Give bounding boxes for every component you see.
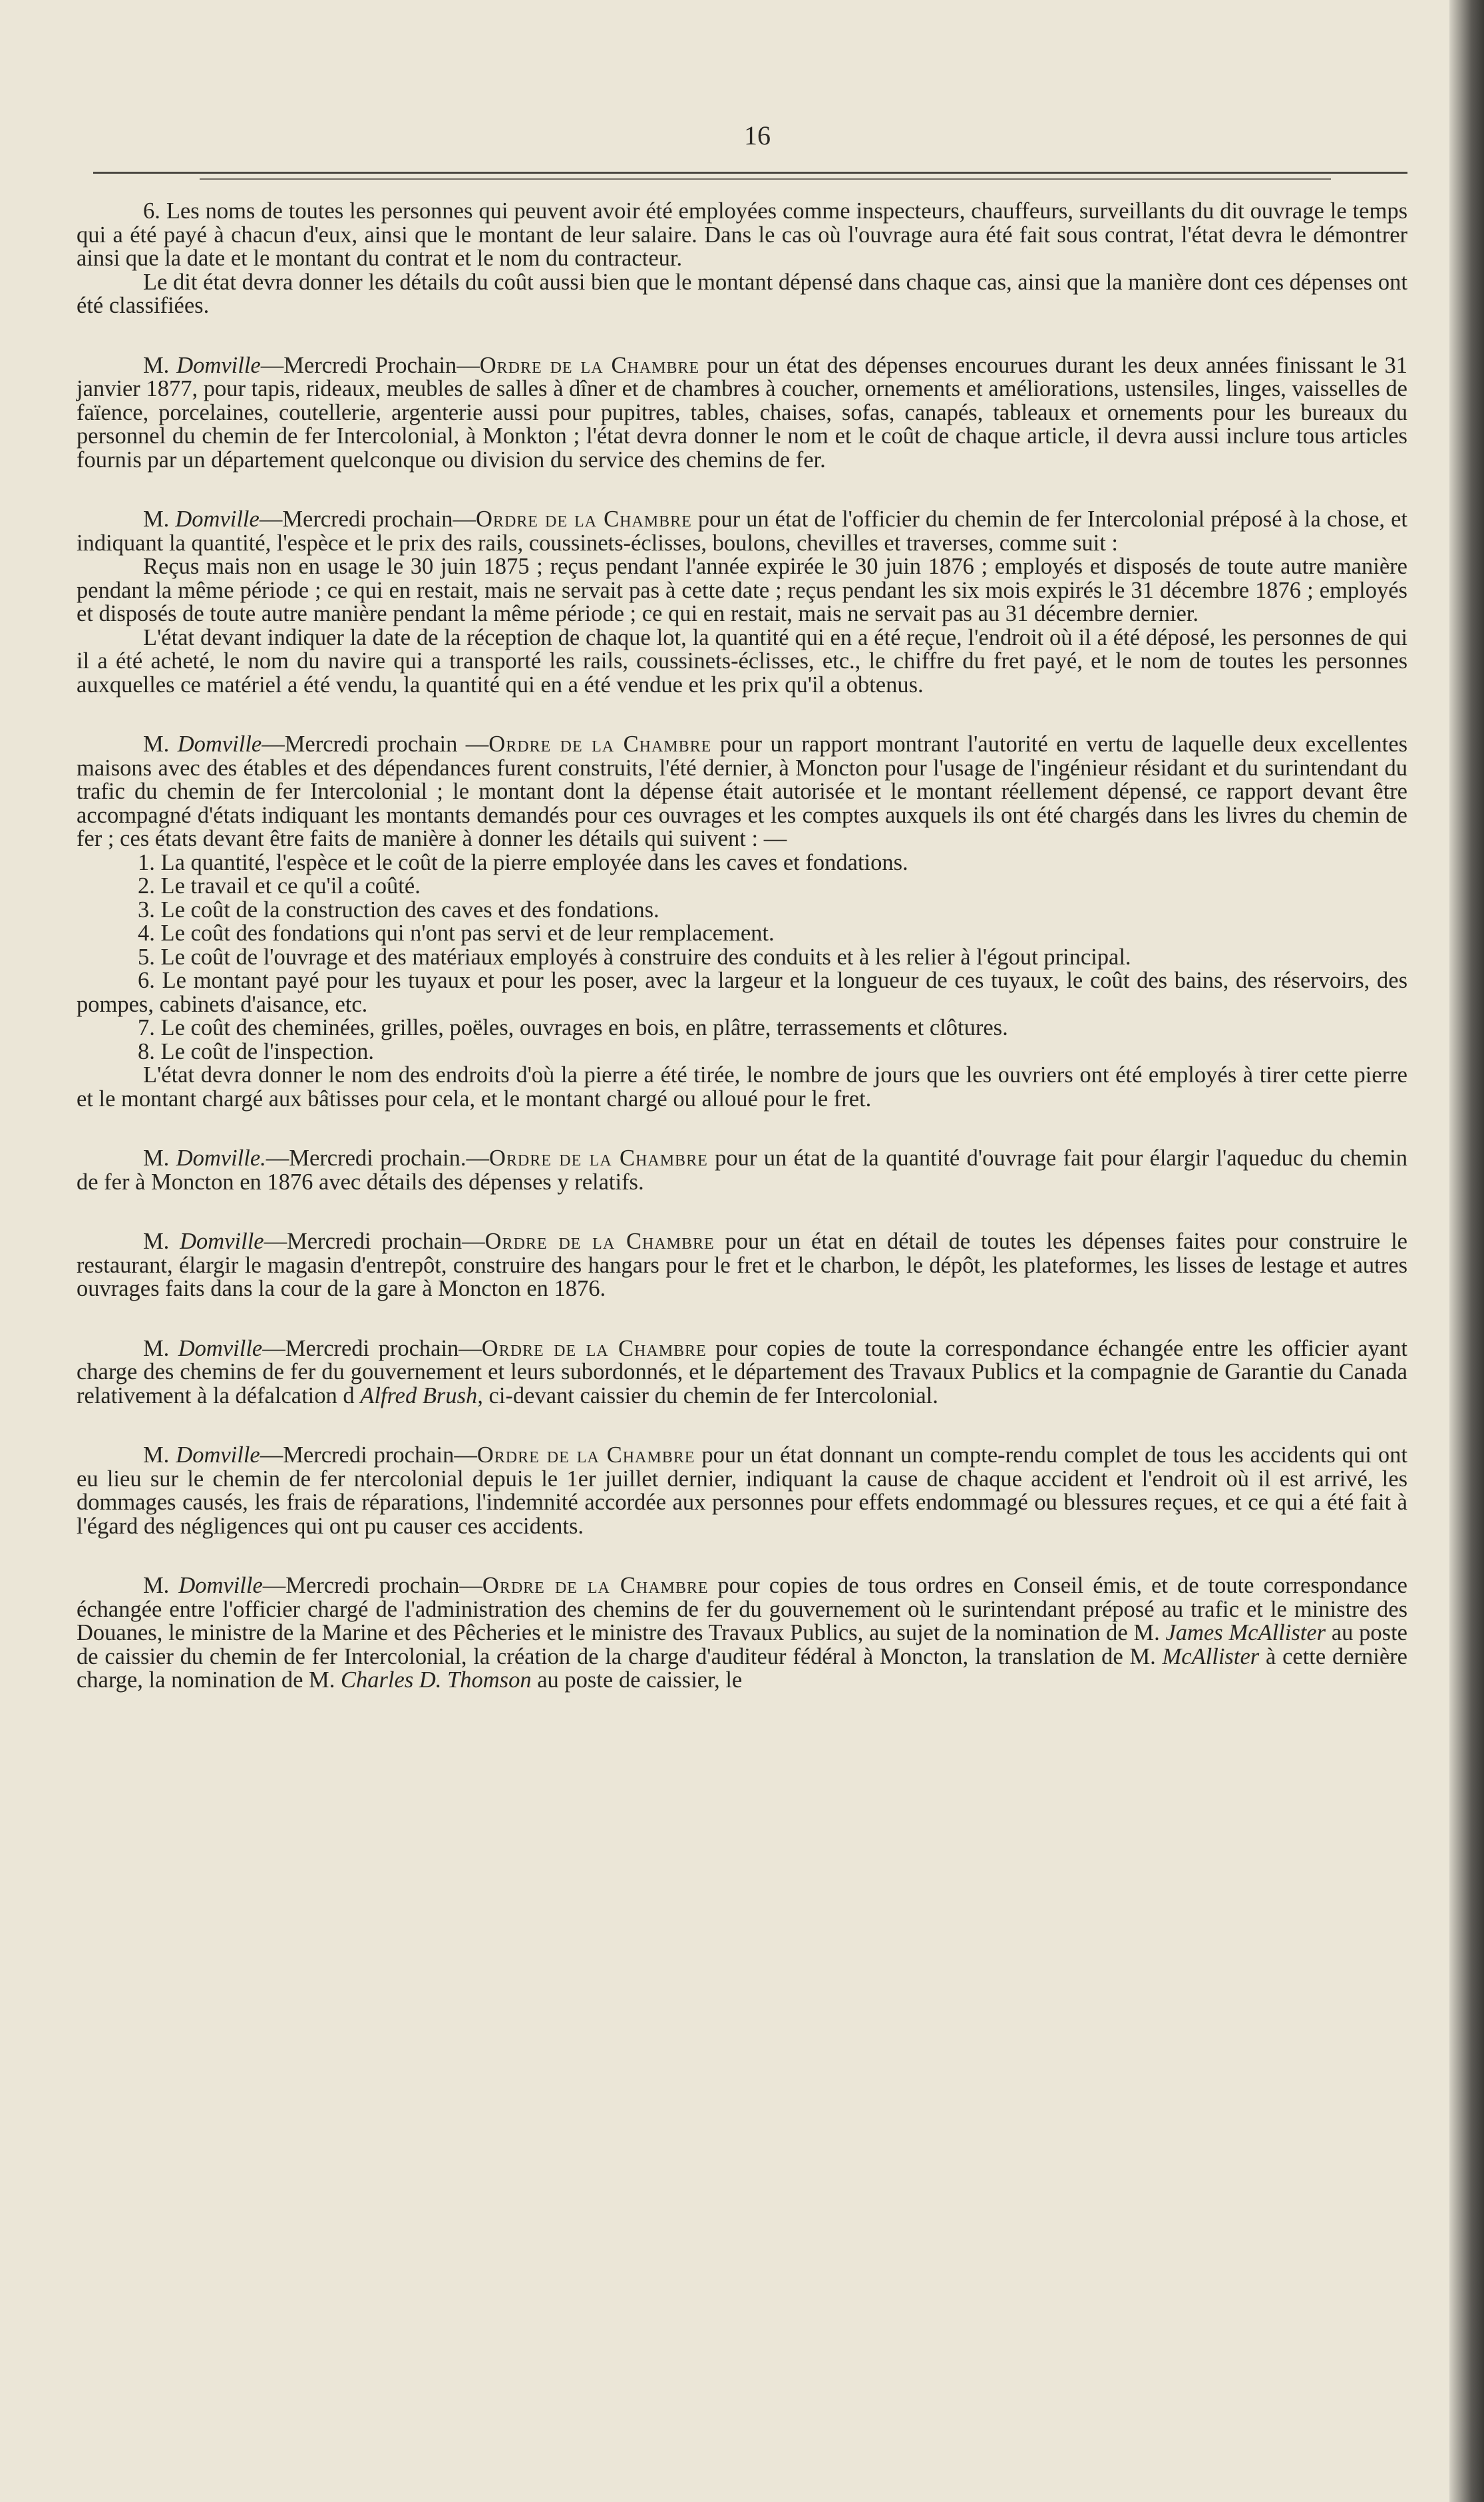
motion-text: pour un rapport montrant l'autorité en vertu de laquelle deux excellentes maisons avec des étables et des dépendances furent construits, l'été dernier, à Moncton pour l'usage de l'ingénieur résidant et du surintendant du trafic du chemin de fer Intercolonial ; le montant dont la dépense était autorisée et le montant réellement dépensé, ce rapport devant être accompagné d'états indiquant les montants demandés pour ces ouvrages et les comptes auxquels ils ont été chargés dans les livres du chemin de fer ; ces états devant être faits de manière à donner les détails qui suivent : — <box>77 731 1407 851</box>
motion-text: pour un état de l'officier du chemin de fer Intercolonial préposé à la chose, et indiquant la quantité, l'espèce et le prix des rails, coussinets-éclisses, boulons, chevilles et traverses, comme suit : <box>77 507 1407 556</box>
motion-text: à cette dernière charge, la nomination de M. <box>77 1643 1407 1693</box>
motion-paragraph <box>77 1337 1407 1408</box>
motion-text: ci-devant caissier du chemin de fer Intercolonial. <box>482 1382 938 1408</box>
motion-day: —Mercredi prochain— <box>262 1335 482 1361</box>
motion-day: —Mercredi prochain.— <box>266 1146 489 1171</box>
motion-entry <box>77 1147 1407 1194</box>
person-name: McAllister <box>1162 1643 1260 1669</box>
motion-prefix: M. <box>143 1442 176 1468</box>
member-name: Domville <box>176 352 261 378</box>
motion-prefix: M. <box>143 352 177 378</box>
order-label: Ordre de la Chambre <box>479 352 700 378</box>
motion-day: —Mercredi Prochain— <box>260 352 480 378</box>
order-label: Ordre de la Chambre <box>482 1573 709 1598</box>
motion-entry <box>77 1337 1407 1408</box>
order-label: Ordre de la Chambre <box>476 507 692 532</box>
motion-entry <box>77 508 1407 697</box>
order-label: Ordre de la Chambre <box>476 1442 695 1468</box>
motion-day: —Mercredi prochain— <box>259 507 476 532</box>
page-body <box>77 200 1407 1729</box>
page-number: 16 <box>744 120 771 150</box>
paragraph: 6. Les noms de toutes les personnes qui peuvent avoir été employées comme inspecteurs, chauffeurs, surveillants du dit ouvrage le temps qui a été payé à chacun d'eux, ainsi que le montant de leur salaire. Dans le cas où l'ouvrage aura été fait sous contrat, l'état devra le démontrer ainsi que la date et le montant du contrat et le nom du contracteur. <box>77 198 1407 271</box>
motion-prefix: M. <box>143 1573 179 1598</box>
motion-text: pour un état donnant un compte-rendu complet de tous les accidents qui ont eu lieu sur le chemin de fer ntercolonial depuis le 1er juillet dernier, indiquant la cause de chaque accident et l'endroit où il est arrivé, les dommages causés, les frais de réparations, l'indemnité accordée aux personnes pour effets endommagé ou blessures reçues, et ce qui a été fait à l'égard des négligences qui ont pu causer ces accidents. <box>77 1442 1407 1539</box>
motion-text: pour un état de la quantité d'ouvrage fait pour élargir l'aqueduc du chemin de fer à Moncton en 1876 avec détails des dépenses y relatifs. <box>77 1146 1407 1195</box>
motion-paragraph <box>77 1230 1407 1301</box>
member-name: Domville. <box>176 1146 266 1171</box>
motion-prefix: M. <box>143 731 178 757</box>
motion-entry <box>77 354 1407 473</box>
member-name: Domville <box>176 1442 260 1468</box>
person-name: James McAllister <box>1165 1620 1326 1645</box>
motion-text: au poste de caissier, le <box>531 1667 743 1693</box>
list-item: 1. La quantité, l'espèce et le coût de la pierre employée dans les caves et fondations. <box>138 849 908 875</box>
paragraph: L'état devra donner le nom des endroits d'où la pierre a été tirée, le nombre de jours que les ouvriers ont été employés à tirer cette pierre et le montant chargé aux bâtisses pour cela, et le montant chargé ou alloué pour le fret. <box>77 1062 1407 1112</box>
motion-text: pour copies de tous ordres en Conseil émis, et de toute correspondance échangée entre l'officier chargé de l'administration des chemins de fer du gouvernement où le surintendant préposé au trafic et le ministre des Douanes, le ministre de la Marine et des Pêcheries et le ministre des Travaux Publics, au sujet de la nomination de M. <box>77 1573 1407 1645</box>
person-name: Charles D. Thomson <box>340 1667 532 1693</box>
motion-paragraph <box>77 1147 1407 1194</box>
motion-entry <box>77 1444 1407 1538</box>
list-item: 8. Le coût de l'inspection. <box>138 1038 374 1064</box>
list-item: 3. Le coût de la construction des caves et des fondations. <box>138 897 659 923</box>
list-item: 5. Le coût de l'ouvrage et des matériaux employés à construire des conduits et à les relier à l'égout principal. <box>138 944 1131 970</box>
order-label: Ordre de la Chambre <box>488 731 712 757</box>
list-item: 2. Le travail et ce qu'il a coûté. <box>138 873 421 899</box>
member-name: Domville <box>175 507 260 532</box>
motion-entry <box>77 1574 1407 1693</box>
motion-prefix: M. <box>143 1229 180 1254</box>
header-rule-secondary <box>200 178 1331 180</box>
motion-entry <box>77 733 1407 1111</box>
entry-item-6 <box>77 200 1407 318</box>
person-name: Alfred Brush, <box>360 1382 483 1408</box>
motion-day: —Mercredi prochain — <box>262 731 489 757</box>
member-name: Domville <box>178 1573 263 1598</box>
paragraph: L'état devant indiquer la date de la réception de chaque lot, la quantité qui en a été reçue, l'endroit où il a été déposé, les personnes de qui il a été acheté, le nom du navire qui a transporté les rails, coussinets-éclisses, etc., le chiffre du fret payé, et le nom de toutes les personnes auxquelles ce matériel a été vendu, la quantité qui en a été vendue et les prix qu'il a obtenus. <box>77 624 1407 698</box>
member-name: Domville <box>177 731 262 757</box>
order-label: Ordre de la Chambre <box>488 1146 708 1171</box>
motion-text: pour un état en détail de toutes les dépenses faites pour construire le restaurant, élargir le magasin d'entrepôt, construire des hangars pour le fret et le charbon, le dépôt, les plateformes, les lisses de lestage et autres ouvrages faits dans la cour de la gare à Moncton en 1876. <box>77 1229 1407 1301</box>
order-label: Ordre de la Chambre <box>481 1335 707 1361</box>
motion-prefix: M. <box>143 1146 176 1171</box>
list-item: 4. Le coût des fondations qui n'ont pas servi et de leur remplacement. <box>138 921 775 946</box>
motion-entry <box>77 1230 1407 1301</box>
motion-paragraph <box>77 1444 1407 1538</box>
header-rule <box>93 172 1407 174</box>
order-label: Ordre de la Chambre <box>484 1229 715 1254</box>
motion-paragraph <box>77 1574 1407 1693</box>
motion-text: pour un état des dépenses encourues durant les deux années finissant le 31 janvier 1877, pour tapis, rideaux, meubles de salles à dîner et de chambres à coucher, ornements et améliorations, ustensiles, linges, vaisselles de faïence, porcelaines, coutellerie, argenterie aussi pour pupitres, tables, chaises, sofas, canapés, tableaux et ornements pour les bureaux du personnel du chemin de fer Intercolonial, à Monkton ; l'état devra donner le nom et le coût de chaque article, il devra aussi inclure tous articles fournis par un département quelconque ou division du service des chemins de fer. <box>77 352 1407 473</box>
list-item: 6. Le montant payé pour les tuyaux et pour les poser, avec la largeur et la longueur de ces tuyaux, le coût des bains, des réservoirs, des pompes, cabinets d'aisance, etc. <box>77 968 1407 1017</box>
paragraph: Reçus mais non en usage le 30 juin 1875 ; reçus pendant l'année expirée le 30 juin 1876 ; employés et disposés de toute autre manière pendant la même période ; ce qui en restait, mais ne servait pas à cette date ; reçus pendant les six mois expirés le 31 décembre 1876 ; employés et disposés de toute autre manière pendant la même période ; ce qui en restait, mais ne servait pas au 31 décembre dernier. <box>77 554 1407 626</box>
book-binding-edge <box>1449 0 1484 2502</box>
motion-day: —Mercredi prochain— <box>264 1229 485 1254</box>
list-item: 7. Le coût des cheminées, grilles, poëles, ouvrages en bois, en plâtre, terrassements et clôtures. <box>138 1015 1008 1040</box>
motion-text: au poste de caissier du chemin de fer Intercolonial, la création de la charge d'auditeur fédéral à Moncton, la translation de M. <box>77 1620 1407 1669</box>
motion-prefix: M. <box>143 1335 178 1361</box>
motion-day: —Mercredi prochain— <box>262 1573 482 1598</box>
motion-paragraph <box>77 508 1407 555</box>
motion-prefix: M. <box>143 507 176 532</box>
motion-text: pour copies de toute la correspondance échangée entre les officier ayant charge des chemins de fer du gouvernement et leurs subordonnés, et le département des Travaux Publics et la compagnie de Garantie du Canada relativement à la défalcation d <box>77 1335 1407 1408</box>
member-name: Domville <box>180 1229 264 1254</box>
member-name: Domville <box>178 1335 263 1361</box>
motion-paragraph <box>77 733 1407 851</box>
paragraph: Le dit état devra donner les détails du coût aussi bien que le montant dépensé dans chaque cas, ainsi que la manière dont ces dépenses ont été classifiées. <box>77 269 1407 318</box>
motion-day: —Mercredi prochain— <box>260 1442 477 1468</box>
motion-paragraph <box>77 354 1407 473</box>
